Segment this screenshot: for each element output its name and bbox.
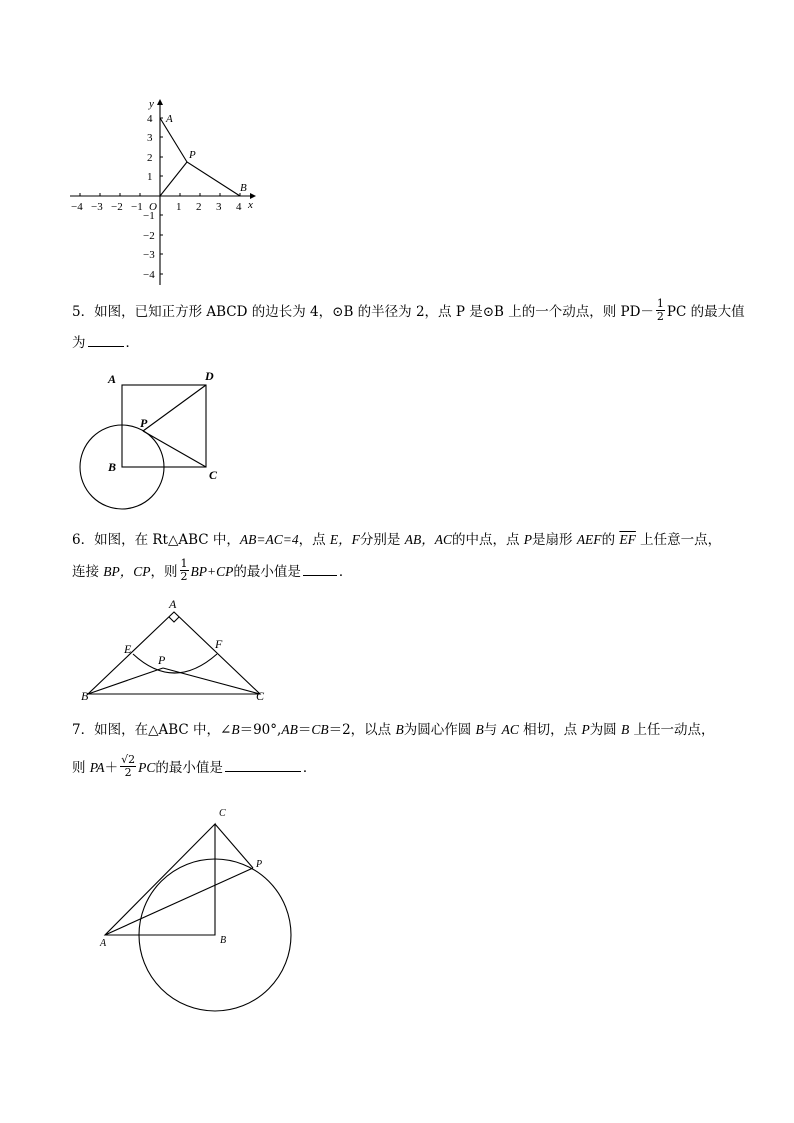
x-tick-label: −1	[131, 201, 143, 213]
question-text: 的中点，点	[451, 532, 524, 548]
math-expression: B	[395, 722, 404, 737]
question-text: ＝2，以点	[328, 722, 396, 738]
question-text: ．	[338, 564, 353, 580]
question-6-line2	[72, 556, 754, 588]
segment-PC	[143, 431, 206, 467]
question-text: 为圆	[589, 722, 621, 738]
question-5-line2	[72, 327, 754, 359]
x-tick-label: 4	[236, 201, 242, 213]
y-tick-label: −2	[143, 230, 155, 242]
point-label-A: A	[169, 597, 177, 611]
coordinate-graph-figure	[60, 95, 270, 295]
point-label-E: E	[124, 642, 132, 656]
question-number: 5．	[72, 304, 95, 320]
question-text: 则	[72, 760, 90, 776]
question-text: 为	[72, 335, 86, 351]
y-tick-label: 3	[147, 132, 153, 144]
question-5	[72, 296, 754, 328]
segment-APB	[160, 118, 240, 196]
math-expression: PA	[89, 760, 105, 775]
question-text: 上任意一点，	[635, 532, 722, 548]
question-text: 分别是	[359, 532, 405, 548]
point-label-A: A	[100, 938, 107, 949]
point-label-D: D	[205, 369, 214, 383]
math-expression: AB，AC	[404, 532, 452, 547]
question-text: ，则	[150, 564, 178, 580]
fraction-denominator: 2	[124, 766, 132, 779]
math-expression: AB=AC=4	[239, 532, 299, 547]
y-tick-label: 2	[147, 152, 153, 164]
point-label-A: A	[108, 372, 117, 386]
point-label-C: C	[256, 689, 265, 703]
question-text: 的最小值是	[155, 760, 223, 776]
answer-blank[interactable]	[225, 770, 301, 772]
point-label-P: P	[140, 416, 148, 430]
question-text: ．	[125, 335, 139, 351]
math-expression: AB	[281, 722, 298, 737]
x-tick-label: 2	[196, 201, 202, 213]
question-text: 相切，点	[518, 722, 582, 738]
point-label-P: P	[189, 149, 196, 161]
question-text: 如图，在△ABC 中，∠	[94, 722, 232, 738]
question-text: 与	[483, 722, 502, 738]
x-tick-label: 1	[176, 201, 182, 213]
question-text: ．	[302, 760, 317, 776]
x-tick-label: −4	[71, 201, 83, 213]
question-text: 为圆心作圆	[403, 722, 476, 738]
arc-EF	[133, 654, 217, 673]
math-operator: ＋	[104, 760, 119, 776]
segment-PA	[105, 868, 253, 935]
point-label-B: B	[240, 182, 247, 194]
question-text: 连接	[72, 564, 104, 580]
math-expression: B	[475, 722, 484, 737]
triangle-ABC	[88, 612, 260, 694]
triangle-circle-figure	[95, 800, 305, 1015]
triangle-ABC	[105, 824, 215, 935]
segment-CP	[163, 668, 260, 694]
segment-PD	[143, 385, 206, 431]
math-expression: P	[581, 722, 590, 737]
math-expression: P	[523, 532, 533, 547]
fraction-numerator: 1	[656, 297, 664, 310]
question-text: 如图，已知正方形 ABCD 的边长为 4，⊙B 的半径为 2，点 P 是⊙B 上的一个动点，则 PD－	[94, 304, 654, 320]
question-text: 的最小值是	[233, 564, 301, 580]
x-tick-label: −3	[91, 201, 103, 213]
answer-blank[interactable]	[303, 574, 337, 576]
point-label-P: P	[158, 653, 166, 667]
question-text: ＝	[297, 722, 312, 738]
y-tick-label: −3	[143, 249, 155, 261]
fraction-numerator: 1	[180, 557, 188, 570]
question-7-line2	[72, 752, 754, 784]
segment-BP	[88, 668, 163, 694]
square-ABCD	[122, 385, 206, 467]
question-text: 是扇形	[532, 532, 577, 548]
y-tick-label: −4	[143, 269, 155, 281]
point-label-A: A	[166, 113, 173, 125]
math-expression: B	[620, 722, 630, 737]
y-axis-arrow	[157, 99, 163, 105]
math-expression: BP，CP	[103, 564, 151, 579]
fraction-denominator: 2	[180, 570, 188, 583]
fraction-denominator: 2	[656, 310, 664, 323]
point-label-P: P	[256, 859, 263, 870]
y-tick-label: 1	[147, 171, 153, 183]
question-number: 6．	[72, 532, 95, 548]
math-expression: B	[231, 722, 240, 737]
question-7	[72, 714, 754, 746]
question-number: 7．	[72, 722, 95, 738]
y-tick-label: −1	[143, 210, 155, 222]
question-6	[72, 524, 754, 556]
question-text: 上任一动点，	[629, 722, 715, 738]
fraction	[656, 298, 665, 323]
math-expression: PC	[138, 760, 156, 775]
x-axis-label: x	[248, 199, 253, 211]
question-text: 的	[601, 532, 620, 548]
point-label-C: C	[209, 468, 218, 482]
point-label-F: F	[215, 637, 223, 651]
math-expression: BP+CP	[190, 564, 234, 579]
point-label-B: B	[220, 935, 227, 946]
x-tick-label: 3	[216, 201, 222, 213]
fraction	[120, 754, 136, 779]
arc-ef-notation: $\overline{EF}$	[619, 532, 636, 547]
math-expression: AC	[501, 722, 519, 737]
segment-OP	[160, 162, 187, 196]
question-text: PC 的最大值	[666, 304, 745, 320]
right-angle-mark	[169, 617, 179, 622]
math-expression: AEF	[576, 532, 602, 547]
triangle-sector-figure	[78, 596, 278, 706]
question-text: 如图，在 Rt△ABC 中，	[94, 532, 240, 548]
point-label-B: B	[81, 689, 89, 703]
point-label-C: C	[219, 808, 226, 819]
math-expression: CB	[311, 722, 329, 737]
point-label-B: B	[108, 460, 117, 474]
y-axis-label: y	[149, 98, 154, 110]
question-text: ，点	[298, 532, 330, 548]
answer-blank[interactable]	[88, 345, 124, 347]
origin-label: O	[149, 201, 157, 213]
x-tick-label: −2	[111, 201, 123, 213]
question-text: ＝90°,	[239, 722, 282, 738]
square-circle-figure	[70, 365, 240, 515]
fraction	[180, 558, 189, 583]
fraction-numerator: √2	[121, 753, 136, 766]
y-tick-label: 4	[147, 113, 153, 125]
math-expression: E，F	[329, 532, 360, 547]
